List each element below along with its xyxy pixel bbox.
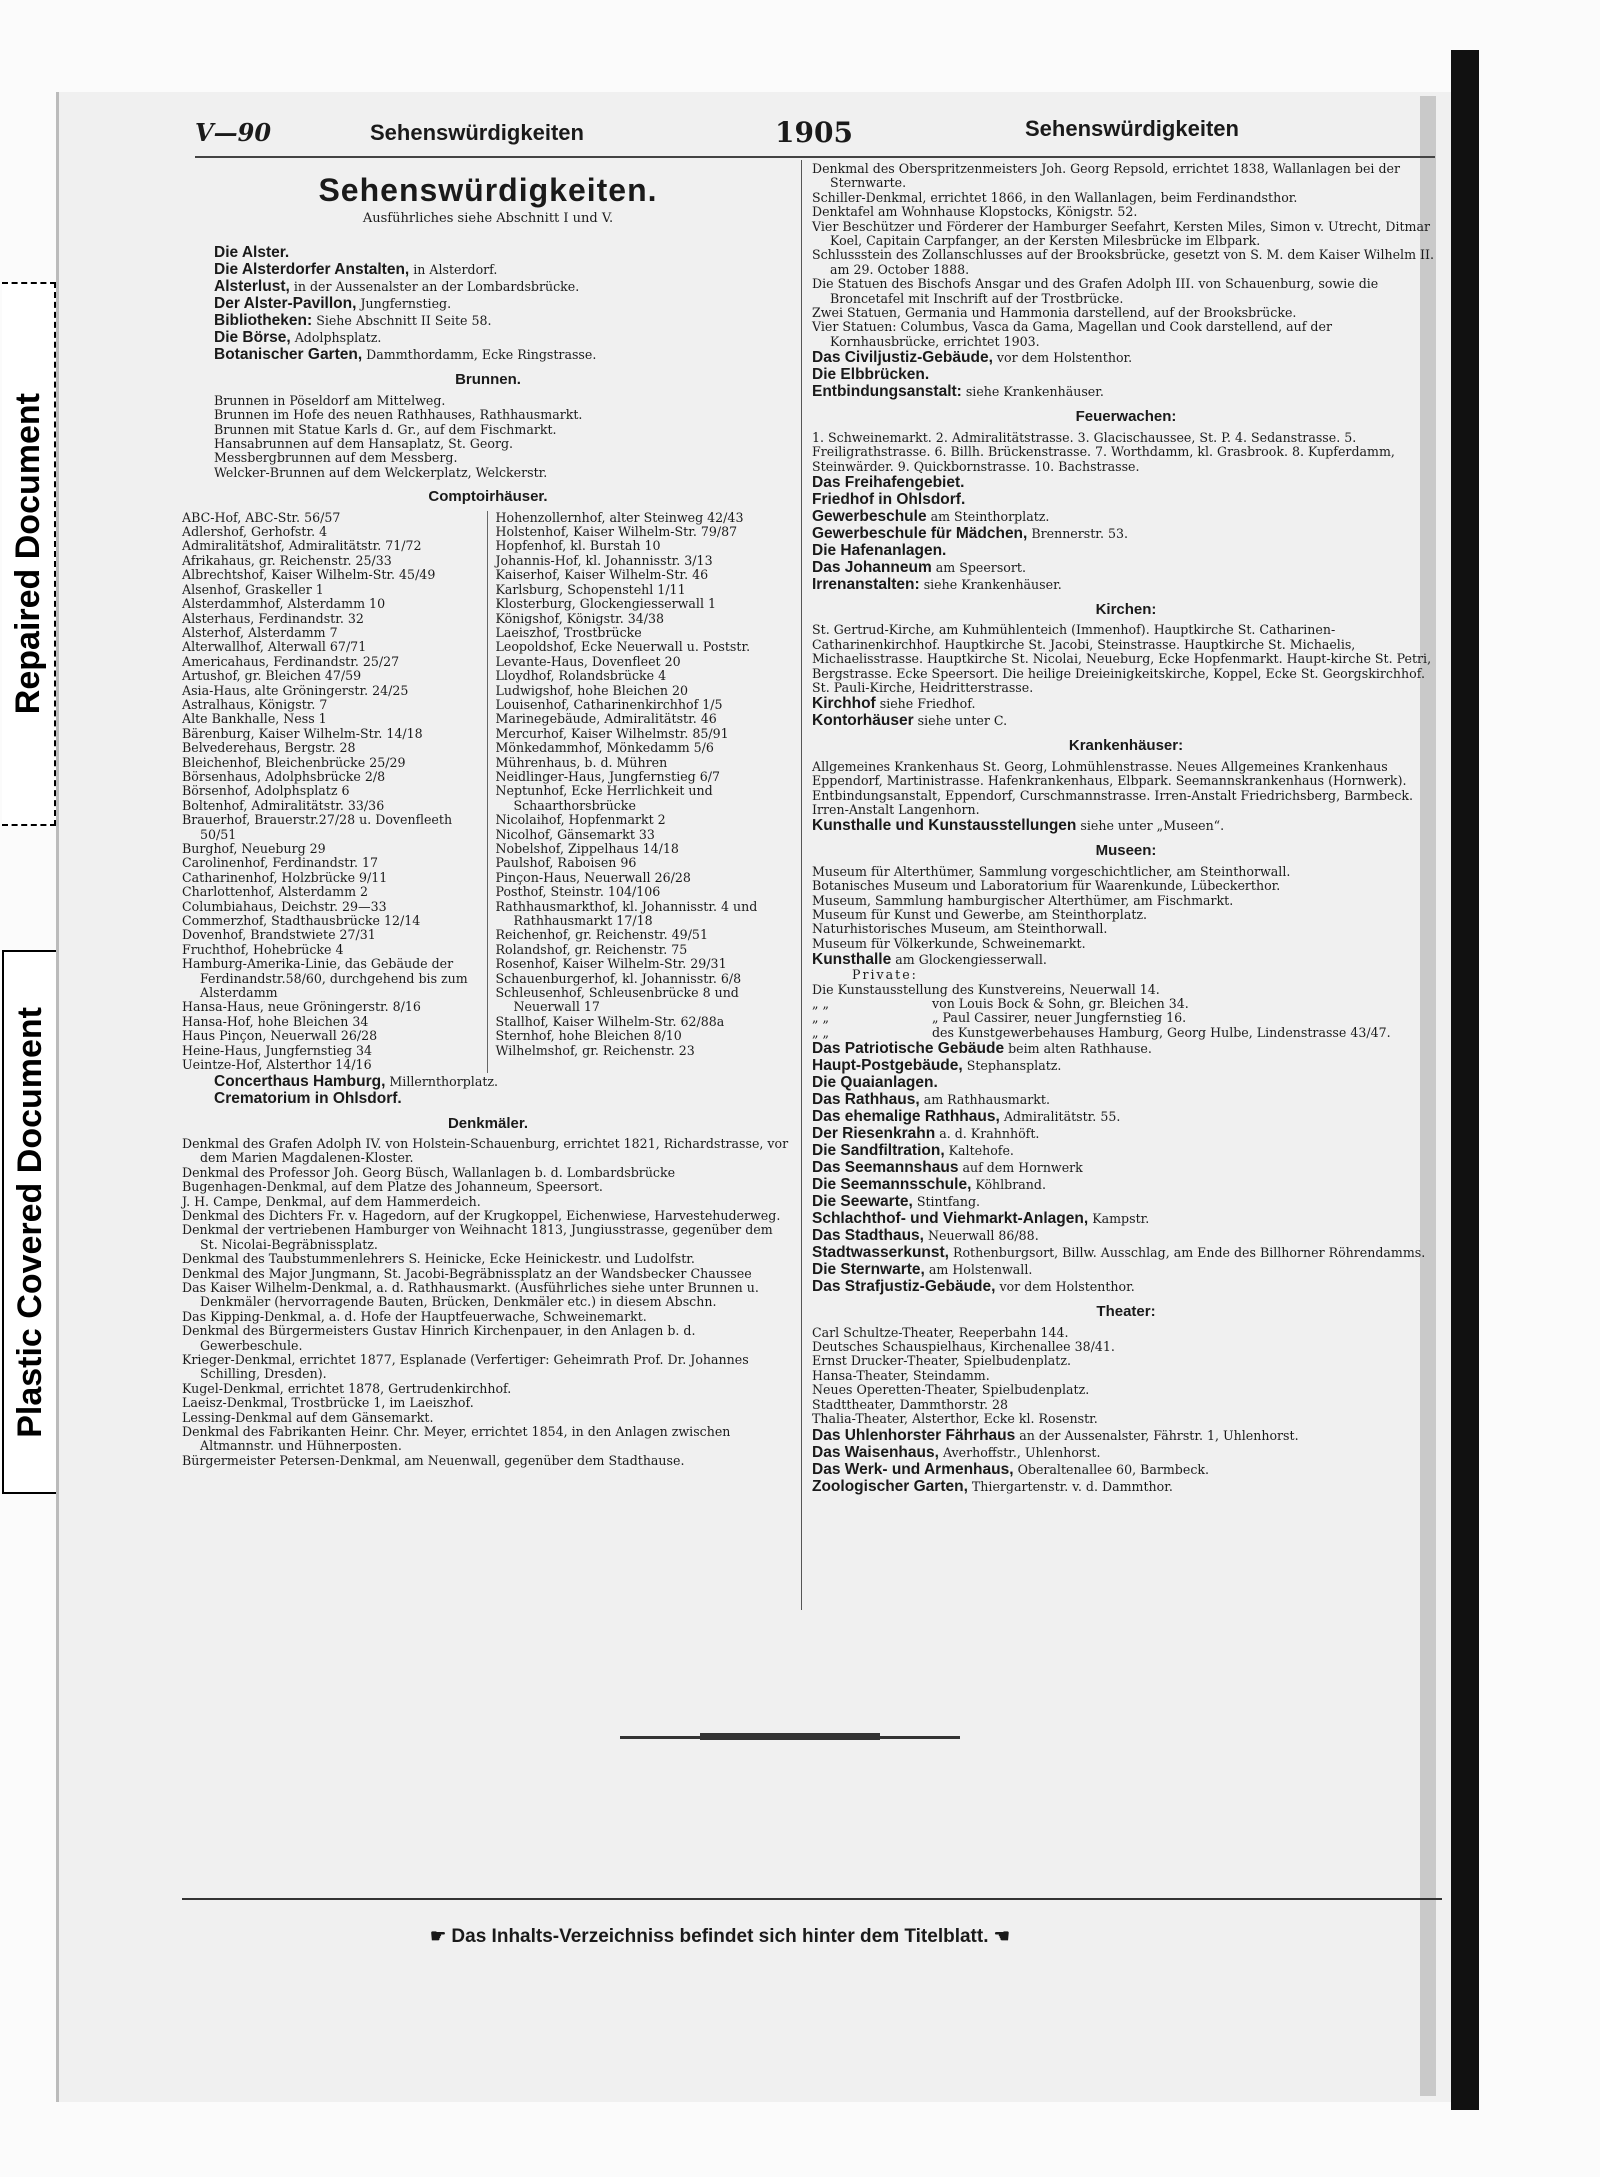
sight-entry: Die Quaianlagen.: [812, 1074, 938, 1092]
sight-entry: Die Alster.: [214, 244, 290, 262]
sight-entry: Kontorhäuser siehe unter C.: [812, 712, 1008, 730]
sight-entry: Das Civiljustiz-Gebäude, vor dem Holstenthor.: [812, 349, 1133, 367]
denkmal-item: Die Statuen des Bischofs Ansgar und des Grafen Adolph III. von Schauenburg, sowie die Broncetafel mit Inschrift auf der Trostbrücke.: [812, 276, 1379, 306]
comptoir-item: Börsenhaus, Adolphsbrücke 2/8: [182, 768, 386, 784]
denkmaeler-list: [182, 1137, 794, 1468]
comptoir-item: Alsterdammhof, Alsterdamm 10: [182, 596, 386, 612]
comptoir-item: Börsenhof, Adolphsplatz 6: [182, 783, 350, 799]
sight-entry: Haupt-Postgebäude, Stephansplatz.: [812, 1057, 1062, 1075]
denkmal-item: Vier Beschützer und Förderer der Hamburger Seefahrt, Kersten Miles, Simon v. Utrecht, Ditmar Koel, Capitain Carpfanger, an der Kersten Milesbrücke im Elbpark.: [812, 218, 1431, 249]
comptoir-item: Schauenburgerhof, kl. Johannisstr. 6/8: [495, 970, 742, 986]
private-label: Private:: [852, 967, 918, 983]
sight-entry: Das Strafjustiz-Gebäude, vor dem Holstenthor.: [812, 1278, 1135, 1296]
theater-item: Ernst Drucker-Theater, Spielbudenplatz.: [812, 1353, 1071, 1369]
sight-entry: Crematorium in Ohlsdorf.: [214, 1089, 402, 1107]
theater-list: [812, 1326, 1440, 1427]
comptoir-item: Rolandshof, gr. Reichenstr. 75: [495, 941, 688, 957]
theater-item: Carl Schultze-Theater, Reeperbahn 144.: [812, 1324, 1069, 1340]
comptoir-item: Neptunhof, Ecke Herrlichkeit und Schaarthorsbrücke: [495, 783, 713, 813]
sight-entry: Die Sternwarte, am Holstenwall.: [812, 1261, 1033, 1279]
brunnen-list: [182, 394, 794, 480]
pointing-hand-icon: ☛: [430, 1926, 447, 1946]
sight-entry: Friedhof in Ohlsdorf.: [812, 490, 966, 508]
comptoir-item: Nicolhof, Gänsemarkt 33: [495, 826, 655, 842]
comptoir-item: Hohenzollernhof, alter Steinweg 42/43: [495, 509, 744, 525]
comptoir-item: Fruchthof, Hohebrücke 4: [182, 941, 344, 957]
comptoir-item: Ludwigshof, hohe Bleichen 20: [495, 682, 689, 698]
comptoir-item: Astralhaus, Königstr. 7: [182, 696, 328, 712]
museum-item: Botanisches Museum und Laboratorium für Waarenkunde, Lübeckerthor.: [812, 878, 1281, 894]
comptoir-item: Alsterhaus, Ferdinandstr. 32: [182, 610, 364, 626]
comptoir-item: Holstenhof, Kaiser Wilhelm-Str. 79/87: [495, 524, 738, 540]
sight-entry: Das Uhlenhorster Fährhaus an der Aussenalster, Fährstr. 1, Uhlenhorst.: [812, 1426, 1299, 1444]
comptoir-item: ABC-Hof, ABC-Str. 56/57: [182, 509, 341, 525]
comptoir-item: Nobelshof, Zippelhaus 14/18: [495, 841, 679, 856]
sight-entry: Das ehemalige Rathhaus, Admiralitätstr. 55.: [812, 1108, 1121, 1126]
denkmal-item: Denkmal des Professor Joh. Georg Büsch, Wallanlagen b. d. Lombardsbrücke: [182, 1164, 676, 1180]
denkmal-item: Lessing-Denkmal auf dem Gänsemarkt.: [182, 1409, 434, 1425]
feuerwachen-text: 1. Schweinemarkt. 2. Admiralitätstrasse. 3. Glacischaussee, St. P. 4. Sedanstrasse. 5. Freiligrathstrasse. 6. Billh. Brückenstrasse. 7. Worthdamm, kl. Grasbrook. 8. Kupferdamm, Steinwärder. 9. Quickbornstrasse. 10. Bachstrasse.: [812, 429, 1395, 474]
comptoir-item: Nicolaihof, Hopfenmarkt 2: [495, 812, 666, 828]
comptoir-item: Columbiahaus, Deichstr. 29—33: [182, 898, 387, 914]
bottom-rule: [182, 1898, 1442, 1900]
comptoir-item: Burghof, Neueburg 29: [182, 841, 326, 856]
sight-entry: Die Börse, Adolphsplatz.: [214, 329, 382, 347]
comptoir-item: Laeiszhof, Trostbrücke: [495, 624, 642, 640]
intro-list: [182, 244, 794, 363]
denkmal-item: Kugel-Denkmal, errichtet 1878, Gertrudenkirchhof.: [182, 1380, 512, 1396]
comptoir-item: Admiralitätshof, Admiralitätstr. 71/72: [182, 538, 422, 554]
theater-item: Stadttheater, Dammthorstr. 28: [812, 1396, 1009, 1412]
sight-entry: Alsterlust, in der Aussenalster an der Lombardsbrücke.: [214, 278, 580, 296]
brunnen-item: Hansabrunnen auf dem Hansaplatz, St. Georg.: [214, 436, 514, 452]
entries-u-z: [812, 1427, 1440, 1495]
page-edge: [1451, 50, 1479, 2110]
sight-entry: Gewerbeschule für Mädchen, Brennerstr. 53.: [812, 524, 1128, 542]
comptoir-item: Brauerhof, Brauerstr.27/28 u. Dovenfleeth 50/51: [182, 812, 453, 842]
comptoir-item: Rathhausmarkthof, kl. Johannisstr. 4 und Rathhausmarkt 17/18: [495, 898, 758, 929]
brunnen-item: Welcker-Brunnen auf dem Welckerplatz, Welckerstr.: [214, 464, 548, 480]
sight-entry: Zoologischer Garten, Thiergartenstr. v. d. Dammthor.: [812, 1477, 1173, 1495]
sight-entry: Der Riesenkrahn a. d. Krahnhöft.: [812, 1125, 1040, 1143]
sight-entry: Kirchhof siehe Friedhof.: [812, 695, 976, 713]
denkmal-item: Das Kipping-Denkmal, a. d. Hofe der Hauptfeuerwache, Schweinemarkt.: [182, 1308, 647, 1324]
comptoir-item: Lloydhof, Rolandsbrücke 4: [495, 668, 667, 684]
comptoir-item: Hopfenhof, kl. Burstah 10: [495, 538, 661, 554]
comptoir-item: Kaiserhof, Kaiser Wilhelm-Str. 46: [495, 567, 709, 583]
comptoir-item: Mönkedammhof, Mönkedamm 5/6: [495, 740, 714, 756]
museum-item: Museum für Völkerkunde, Schweinemarkt.: [812, 935, 1086, 951]
sight-entry: Stadtwasserkunst, Rothenburgsort, Billw. Ausschlag, am Ende des Billhorner Röhrendamms.: [812, 1244, 1426, 1262]
comptoir-item: Heine-Haus, Jungfernstieg 34: [182, 1042, 373, 1058]
sight-entry: Das Waisenhaus, Averhoffstr., Uhlenhorst.: [812, 1443, 1101, 1461]
comptoir-item: Neidlinger-Haus, Jungfernstieg 6/7: [495, 768, 721, 784]
private-exhibition-item: „ „ von Louis Bock & Sohn, gr. Bleichen 34.: [812, 996, 1189, 1012]
denkmal-item: Laeisz-Denkmal, Trostbrücke 1, im Laeiszhof.: [182, 1395, 474, 1411]
comptoir-item: Charlottenhof, Alsterdamm 2: [182, 884, 369, 900]
theater-heading: Theater:: [1096, 1303, 1156, 1321]
denkmal-item: Denkmal des Major Jungmann, St. Jacobi-Begräbnissplatz an der Wandsbecker Chaussee: [182, 1265, 752, 1281]
private-exhibition-item: „ „ des Kunstgewerbehauses Hamburg, Georg Hulbe, Lindenstrasse 43/47.: [812, 1024, 1391, 1040]
sight-entry: Gewerbeschule am Steinthorplatz.: [812, 507, 1050, 525]
concert-list: [182, 1073, 794, 1107]
brunnen-item: Brunnen in Pöseldorf am Mittelweg.: [214, 392, 446, 408]
sight-entry: Die Alsterdorfer Anstalten, in Alsterdorf.: [214, 261, 498, 279]
comptoir-item: Asia-Haus, alte Gröningerstr. 24/25: [182, 682, 409, 698]
denkmal-item: Zwei Statuen, Germania und Hammonia darstellend, auf der Brooksbrücke.: [812, 305, 1297, 321]
comptoir-item: Sternhof, hohe Bleichen 8/10: [495, 1028, 682, 1044]
denkmal-item: Denkmal des Oberspritzenmeisters Joh. Georg Repsold, errichtet 1838, Wallanlagen bei der Sternwarte.: [812, 161, 1400, 191]
private-exhibition-item: „ „ „ Paul Cassirer, neuer Jungfernstieg 16.: [812, 1010, 1187, 1026]
entries-f-i: [812, 474, 1440, 593]
denkmal-item: Bugenhagen-Denkmal, auf dem Platze des Johanneum, Speersort.: [182, 1179, 603, 1195]
denkmaeler-continued: [812, 162, 1440, 349]
comptoir-item: Pinçon-Haus, Neuerwall 26/28: [495, 869, 691, 885]
krankenhaeuser-heading: Krankenhäuser:: [1068, 737, 1184, 755]
sight-entry: Das Rathhaus, am Rathhausmarkt.: [812, 1091, 1050, 1109]
sight-entry: Die Elbbrücken.: [812, 366, 930, 384]
sight-entry: Irrenanstalten: siehe Krankenhäuser.: [812, 575, 1062, 593]
comptoir-column-a: [182, 511, 488, 1073]
comptoir-item: Commerzhof, Stadthausbrücke 12/14: [182, 913, 421, 929]
comptoir-item: Americahaus, Ferdinandstr. 25/27: [182, 653, 400, 669]
year: 1905: [775, 116, 853, 149]
krankenhaeuser-text: Allgemeines Krankenhaus St. Georg, Lohmühlenstrasse. Neues Allgemeines Krankenhaus Eppendorf, Martinistrasse. Hafenkrankenhaus, Elbpark. Seemannskrankenhaus (Hornwerk). Entbindungsanstalt, Eppendorf, Curschmannstrasse. Irren-Anstalt Friedrichsberg, Barmbeck. Irren-Anstalt Langenhorn.: [812, 758, 1414, 817]
brunnen-heading: Brunnen.: [455, 371, 521, 389]
right-column: [812, 162, 1440, 1495]
entries-p-s: [812, 1040, 1440, 1295]
comptoir-table: [182, 511, 794, 1073]
brunnen-item: Brunnen im Hofe des neuen Rathhauses, Rathhausmarkt.: [214, 407, 583, 423]
sight-entry: Bibliotheken: Siehe Abschnitt II Seite 58.: [214, 312, 492, 330]
column-rule: [801, 160, 802, 1610]
comptoir-column-b: [488, 511, 795, 1073]
denkmal-item: Vier Statuen: Columbus, Vasca da Gama, Magellan und Cook darstellend, auf der Kornhausbrücke, errichtet 1903.: [812, 319, 1332, 349]
comptoir-item: Afrikahaus, gr. Reichenstr. 25/33: [182, 552, 392, 568]
museum-item: Museum für Alterthümer, Sammlung vorgeschichtlicher, am Steinthorwall.: [812, 863, 1291, 879]
denkmal-item: Bürgermeister Petersen-Denkmal, am Neuenwall, gegenüber dem Stadthause.: [182, 1452, 685, 1468]
denkmal-item: Denkmal des Taubstummenlehrers S. Heinicke, Ecke Heinickestr. und Ludolfstr.: [182, 1251, 695, 1267]
comptoir-item: Hamburg-Amerika-Linie, das Gebäude der Ferdinandstr.58/60, durchgehend bis zum Alsterdamm: [182, 956, 468, 1001]
theater-item: Deutsches Schauspielhaus, Kirchenallee 38/41.: [812, 1339, 1115, 1355]
sight-entry: Das Stadthaus, Neuerwall 86/88.: [812, 1227, 1039, 1245]
comptoir-item: Johannis-Hof, kl. Johannisstr. 3/13: [495, 552, 713, 568]
brunnen-item: Messbergbrunnen auf dem Messberg.: [214, 450, 458, 466]
comptoir-item: Alte Bankhalle, Ness 1: [182, 711, 327, 727]
footer-note: ☛ Das Inhalts-Verzeichniss befindet sich hinter dem Titelblatt. ☚: [430, 1926, 1010, 1947]
comptoir-item: Bärenburg, Kaiser Wilhelm-Str. 14/18: [182, 725, 423, 741]
left-column: [182, 162, 794, 1468]
entries-c-e: [812, 349, 1440, 400]
plastic-covered-document-label: Plastic Covered Document: [2, 950, 58, 1494]
comptoir-item: Klosterburg, Glockengiesserwall 1: [495, 596, 716, 612]
denkmal-item: Denktafel am Wohnhause Klopstocks, Königstr. 52.: [812, 204, 1138, 220]
comptoir-heading: Comptoirhäuser.: [428, 488, 548, 506]
comptoir-item: Hansa-Haus, neue Gröningerstr. 8/16: [182, 999, 421, 1015]
comptoir-item: Mührenhaus, b. d. Mühren: [495, 754, 668, 770]
sight-entry: Die Seewarte, Stintfang.: [812, 1193, 981, 1211]
kunsthalle-entry: Kunsthalle und Kunstausstellungen siehe unter „Museen“.: [812, 817, 1225, 835]
comptoir-item: Levante-Haus, Dovenfleet 20: [495, 653, 681, 669]
denkmal-item: Denkmal des Fabrikanten Heinr. Chr. Meyer, errichtet 1854, in den Anlagen zwischen Altmannstr. und Hühnerposten.: [182, 1424, 731, 1454]
kirchen-text: St. Gertrud-Kirche, am Kuhmühlenteich (Immenhof). Hauptkirche St. Catharinen-Catharinenkirchhof. Hauptkirche St. Jacobi, Steinstrasse. Hauptkirche St. Michaelis, Michaelisstrasse. Hauptkirche St. Nicolai, Neueburg, Ecke Hopfenmarkt. Haupt-kirche St. Petri, Bergstrasse. Ecke Speersort. Die heilige Dreieinigkeitskirche, Koppel, Ecke St. Georgskirchhof. St. Pauli-Kirche, Heidritterstrasse.: [812, 622, 1432, 695]
denkmal-item: Denkmal des Grafen Adolph IV. von Holstein-Schauenburg, errichtet 1821, Richardstrasse, vor dem Marien Magdalenen-Kloster.: [182, 1135, 789, 1166]
page-header: [135, 112, 1425, 156]
comptoir-item: Mercurhof, Kaiser Wilhelmstr. 85/91: [495, 725, 729, 741]
page-number: V—90: [195, 118, 272, 147]
sight-entry: Der Alster-Pavillon, Jungfernstieg.: [214, 295, 452, 313]
comptoir-item: Boltenhof, Admiralitätstr. 33/36: [182, 797, 385, 813]
museum-item: Museum für Kunst und Gewerbe, am Steinthorplatz.: [812, 907, 1148, 922]
footer-rule-ornament: [700, 1733, 880, 1740]
side-labels: [0, 0, 56, 2177]
comptoir-item: Posthof, Steinstr. 104/106: [495, 884, 661, 900]
kirchen-heading: Kirchen:: [1095, 600, 1157, 618]
museum-item: Museum, Sammlung hamburgischer Alterthümer, am Fischmarkt.: [812, 892, 1234, 908]
denkmal-item: Das Kaiser Wilhelm-Denkmal, a. d. Rathhausmarkt. (Ausführliches siehe unter Brunnen u. Denkmäler (hervorragende Bauten, Brücken, Denkmäler etc.) in diesem Abschn.: [182, 1279, 759, 1310]
theater-item: Thalia-Theater, Alsterthor, Ecke kl. Rosenstr.: [812, 1411, 1098, 1427]
entries-k: [812, 695, 1440, 729]
comptoir-item: Artushof, gr. Bleichen 47/59: [182, 668, 362, 684]
comptoir-item: Ueintze-Hof, Alsterthor 14/16: [182, 1057, 372, 1073]
comptoir-item: Hansa-Hof, hohe Bleichen 34: [182, 1013, 369, 1029]
comptoir-item: Schleusenhof, Schleusenbrücke 8 und Neuerwall 17: [495, 985, 739, 1015]
comptoir-item: Alsenhof, Graskeller 1: [182, 581, 324, 597]
sight-entry: Die Seemannsschule, Köhlbrand.: [812, 1176, 1046, 1194]
sight-entry: Das Seemannshaus auf dem Hornwerk: [812, 1159, 1083, 1177]
running-title-right: Sehenswürdigkeiten: [1025, 116, 1239, 141]
denkmal-item: Denkmal der vertriebenen Hamburger von Weihnacht 1813, Jungiusstrasse, gegenüber dem St. Nicolai-Begräbnissplatz.: [182, 1222, 773, 1252]
comptoir-item: Stallhof, Kaiser Wilhelm-Str. 62/88a: [495, 1013, 725, 1029]
repaired-document-label: Repaired Document: [2, 282, 56, 826]
comptoir-item: Wilhelmshof, gr. Reichenstr. 23: [495, 1042, 695, 1058]
running-title-left: Sehenswürdigkeiten: [370, 120, 584, 145]
theater-item: Hansa-Theater, Steindamm.: [812, 1367, 990, 1383]
main-title: Sehenswürdigkeiten.: [318, 172, 658, 208]
sight-entry: Das Patriotische Gebäude beim alten Rathhause.: [812, 1040, 1152, 1058]
sight-entry: Concerthaus Hamburg, Millernthorplatz.: [214, 1072, 499, 1090]
sight-entry: Das Freihafengebiet.: [812, 473, 965, 491]
theater-item: Neues Operetten-Theater, Spielbudenplatz.: [812, 1382, 1090, 1398]
sight-entry: Das Werk- und Armenhaus, Oberaltenallee 60, Barmbeck.: [812, 1460, 1210, 1478]
comptoir-item: Haus Pinçon, Neuerwall 26/28: [182, 1028, 378, 1044]
comptoir-item: Bleichenhof, Bleichenbrücke 25/29: [182, 754, 406, 770]
comptoir-item: Carolinenhof, Ferdinandstr. 17: [182, 855, 378, 871]
sight-entry: Entbindungsanstalt: siehe Krankenhäuser.: [812, 383, 1104, 401]
denkmaeler-heading: Denkmäler.: [447, 1114, 529, 1132]
subtitle: Ausführliches siehe Abschnitt I und V.: [362, 211, 614, 226]
comptoir-item: Leopoldshof, Ecke Neuerwall u. Poststr.: [495, 639, 751, 655]
denkmal-item: Krieger-Denkmal, errichtet 1877, Esplanade (Verfertiger: Geheimrath Prof. Dr. Johannes Schilling, Dresden).: [182, 1352, 749, 1382]
museum-item: Naturhistorisches Museum, am Steinthorwall.: [812, 921, 1108, 937]
museen-list: [812, 865, 1440, 951]
header-rule: [195, 156, 1435, 158]
comptoir-item: Belvederehaus, Bergstr. 28: [182, 740, 356, 756]
sight-entry: Das Johanneum am Speersort.: [812, 558, 1026, 576]
denkmal-item: Schlussstein des Zollanschlusses auf der Brooksbrücke, gesetzt von S. M. dem Kaiser Wilhelm II. am 29. October 1888.: [812, 247, 1434, 277]
comptoir-item: Louisenhof, Catharinenkirchhof 1/5: [495, 696, 723, 712]
comptoir-item: Rosenhof, Kaiser Wilhelm-Str. 29/31: [495, 956, 727, 972]
sight-entry: Die Hafenanlagen.: [812, 541, 947, 559]
sight-entry: Die Sandfiltration, Kaltehofe.: [812, 1142, 1014, 1160]
comptoir-item: Karlsburg, Schopenstehl 1/11: [495, 581, 686, 597]
denkmal-item: Schiller-Denkmal, errichtet 1866, in den Wallanlagen, beim Ferdinandsthor.: [812, 189, 1298, 205]
comptoir-item: Albrechtshof, Kaiser Wilhelm-Str. 45/49: [182, 567, 436, 583]
pointing-hand-icon-right: ☚: [993, 1926, 1010, 1946]
comptoir-item: Paulshof, Raboisen 96: [495, 855, 637, 871]
comptoir-item: Alsterhof, Alsterdamm 7: [182, 624, 338, 640]
feuerwachen-heading: Feuerwachen:: [1075, 408, 1177, 426]
denkmal-item: Denkmal des Bürgermeisters Gustav Hinrich Kirchenpauer, in den Anlagen b. d. Gewerbeschule.: [182, 1323, 696, 1353]
comptoir-item: Königshof, Königstr. 34/38: [495, 610, 665, 626]
kunsthalle-location: Kunsthalle am Glockengiesserwall.: [812, 951, 1047, 969]
museen-heading: Museen:: [1095, 842, 1157, 860]
comptoir-item: Catharinenhof, Holzbrücke 9/11: [182, 869, 388, 885]
private-exhibition-item: Die Kunstausstellung des Kunstvereins, Neuerwall 14.: [812, 981, 1160, 997]
private-list: [812, 983, 1440, 1041]
comptoir-item: Marinegebäude, Admiralitätstr. 46: [495, 711, 717, 727]
sight-entry: Botanischer Garten, Dammthordamm, Ecke Ringstrasse.: [214, 346, 597, 364]
comptoir-item: Adlershof, Gerhofstr. 4: [182, 524, 328, 540]
brunnen-item: Brunnen mit Statue Karls d. Gr., auf dem Fischmarkt.: [214, 421, 557, 437]
comptoir-item: Alterwallhof, Alterwall 67/71: [182, 639, 367, 655]
sight-entry: Schlachthof- und Viehmarkt-Anlagen, Kampstr.: [812, 1210, 1150, 1228]
denkmal-item: J. H. Campe, Denkmal, auf dem Hammerdeich.: [182, 1193, 481, 1209]
denkmal-item: Denkmal des Dichters Fr. v. Hagedorn, auf der Krugkoppel, Eichenwiese, Harvestehuderweg.: [182, 1207, 781, 1223]
comptoir-item: Reichenhof, gr. Reichenstr. 49/51: [495, 927, 708, 943]
comptoir-item: Dovenhof, Brandstwiete 27/31: [182, 927, 376, 943]
